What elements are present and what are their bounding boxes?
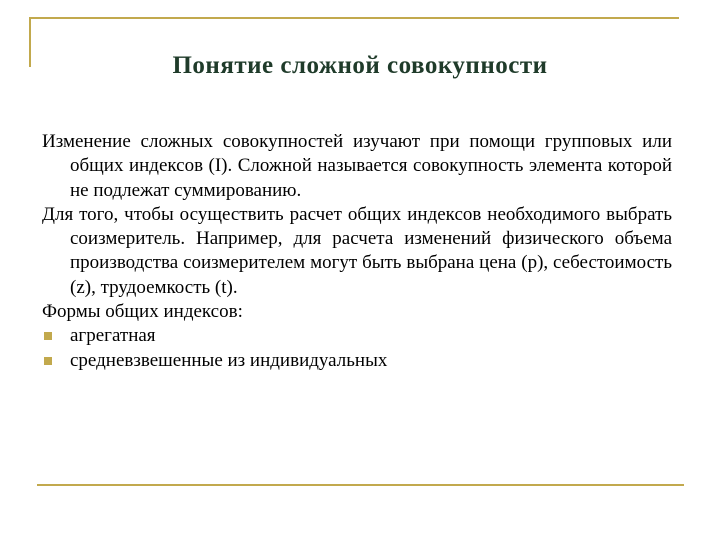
bullet-item-aggregate <box>42 324 672 348</box>
paragraph-definition: Изменение сложных совокупностей изучают при помощи групповых или общих индексов (I). Сложной называется совокупность элемента которой не подлежат суммированию. <box>42 131 672 201</box>
slide-body <box>42 130 672 373</box>
paragraph-forms: Формы общих индексов: <box>42 301 243 323</box>
square-bullet-icon <box>44 357 52 365</box>
slide-title: Понятие сложной совокупности <box>172 52 548 79</box>
frame-bottom-line <box>37 484 684 486</box>
bullet-item-weighted <box>42 349 672 373</box>
square-bullet-icon <box>44 332 52 340</box>
bullet-label: средневзвешенные из индивидуальных <box>70 349 388 371</box>
paragraph-measure: Для того, чтобы осуществить расчет общих индексов необходимого выбрать соизмеритель. Например, для расчета изменений физического объема производства соизмерителем могут быть выбрана цена (p), себестоимость (z), трудоемкость (t). <box>42 203 672 298</box>
bullet-label: агрегатная <box>70 325 156 347</box>
frame-top-line <box>29 17 679 19</box>
